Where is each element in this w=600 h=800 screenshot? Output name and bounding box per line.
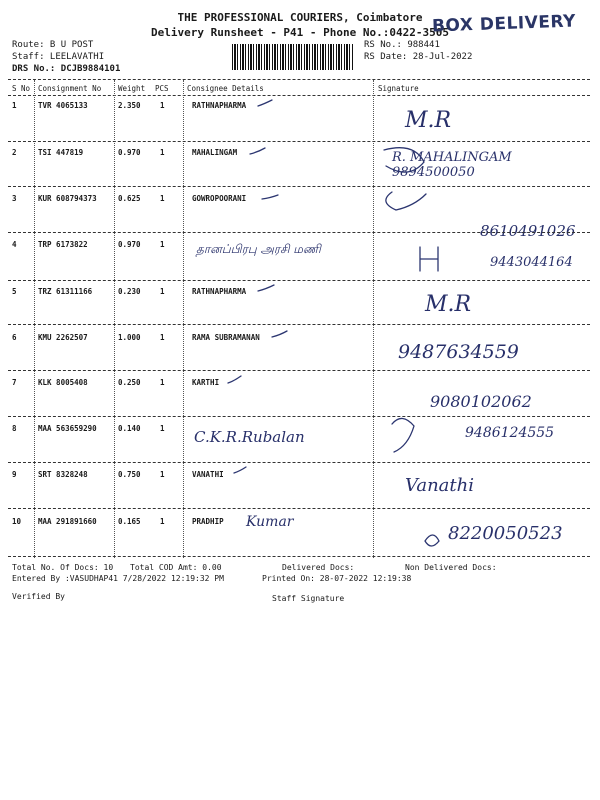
row-signature: 9486124555 (465, 425, 555, 441)
row-signature: M.R (405, 108, 452, 133)
row-weight: 0.140 (118, 424, 141, 433)
rs-date: RS Date: 28-Jul-2022 (364, 52, 473, 62)
row-sno: 6 (12, 333, 17, 342)
row-pcs: 1 (160, 378, 165, 387)
row-sno: 3 (12, 194, 17, 203)
col-pcs: PCS (155, 84, 169, 93)
row-consignment: TRP 6173822 (38, 240, 88, 249)
row-signature: Vanathi (405, 475, 474, 496)
row-weight: 0.625 (118, 194, 141, 203)
row-signature: 9487634559 (398, 341, 519, 363)
row-pcs: 1 (160, 194, 165, 203)
row-consignment: SRT 8328248 (38, 470, 88, 479)
drs-number: DRS No.: DCJB9884101 (12, 64, 121, 74)
col-consignment: Consignment No (38, 84, 102, 93)
row-consignee: PRADHIP (192, 517, 224, 526)
row-pcs: 1 (160, 240, 165, 249)
row-pcs: 1 (160, 517, 165, 526)
rs-number: RS No.: 988441 (364, 40, 440, 50)
row-weight: 0.230 (118, 287, 141, 296)
row-weight: 0.250 (118, 378, 141, 387)
row-consignee: KARTHI (192, 378, 220, 387)
total-cod: Total COD Amt: 0.00 (130, 563, 222, 572)
row-consignee: RATHNAPHARMA (192, 287, 247, 296)
row-weight: 0.970 (118, 240, 141, 249)
row-pcs: 1 (160, 333, 165, 342)
row-pcs: 1 (160, 287, 165, 296)
staff-signature-label: Staff Signature (272, 594, 345, 603)
row-pcs: 1 (160, 148, 165, 157)
row-consignee: GOWROPOORANI (192, 194, 247, 203)
row-sno: 2 (12, 148, 17, 157)
row-consignment: MAA 291891660 (38, 517, 97, 526)
row-consignment: MAA 563659290 (38, 424, 97, 433)
row-signature: R. MAHALINGAM 9894500050 (392, 150, 512, 180)
row-consignee: MAHALINGAM (192, 148, 238, 157)
company-title: THE PROFESSIONAL COURIERS, Coimbatore (177, 11, 423, 24)
row-sno: 1 (12, 101, 17, 110)
row-consignment: TRZ 61311166 (38, 287, 93, 296)
row-sno: 10 (12, 517, 22, 526)
row-consignee-handwritten: Kumar (246, 514, 294, 530)
row-sno: 7 (12, 378, 17, 387)
row-consignment: TSI 447819 (38, 148, 84, 157)
runsheet-title: Delivery Runsheet - P41 - Phone No.:0422-3505 (150, 26, 449, 39)
entered-by: Entered By :VASUDHAP41 7/28/2022 12:19:32 PM (12, 574, 224, 583)
staff-label: Staff: LEELAVATHI (12, 52, 105, 62)
box-delivery-stamp: BOX DELIVERY (431, 11, 577, 37)
row-signature: M.R (425, 292, 472, 317)
route-label: Route: B U POST (12, 40, 94, 50)
total-docs: Total No. Of Docs: 10 (12, 563, 114, 572)
row-weight: 0.970 (118, 148, 141, 157)
col-signature: Signature (378, 84, 419, 93)
row-signature: 8610491026 (480, 222, 576, 240)
row-signature: 8220050523 (448, 523, 563, 544)
delivered-docs: Delivered Docs: (282, 563, 355, 572)
row-weight: 0.750 (118, 470, 141, 479)
row-signature: 9080102062 (430, 392, 532, 411)
row-pcs: 1 (160, 424, 165, 433)
row-pcs: 1 (160, 101, 165, 110)
row-consignment: KLK 8005408 (38, 378, 88, 387)
verified-by: Verified By (12, 592, 65, 601)
row-consignee-handwritten: தானப்பிரபு அரசி மணி (196, 242, 321, 256)
row-signature: 9443044164 (490, 255, 573, 270)
row-consignee: VANATHI (192, 470, 224, 479)
row-weight: 0.165 (118, 517, 141, 526)
row-consignee: RATHNAPHARMA (192, 101, 247, 110)
row-consignee-handwritten: C.K.R.Rubalan (194, 428, 305, 446)
col-consignee: Consignee Details (187, 84, 264, 93)
non-delivered-docs: Non Delivered Docs: (405, 563, 497, 572)
row-consignment: KMU 2262507 (38, 333, 88, 342)
printed-on: Printed On: 28-07-2022 12:19:38 (262, 574, 412, 583)
row-consignee: RAMA SUBRAMANAN (192, 333, 260, 342)
row-pcs: 1 (160, 470, 165, 479)
row-sno: 4 (12, 240, 17, 249)
row-weight: 1.000 (118, 333, 141, 342)
row-consignment: KUR 608794373 (38, 194, 97, 203)
row-consignment: TVR 4065133 (38, 101, 88, 110)
row-sno: 5 (12, 287, 17, 296)
row-sno: 9 (12, 470, 17, 479)
col-sno: S No (12, 84, 31, 93)
row-sno: 8 (12, 424, 17, 433)
row-weight: 2.350 (118, 101, 141, 110)
col-weight: Weight (118, 84, 146, 93)
